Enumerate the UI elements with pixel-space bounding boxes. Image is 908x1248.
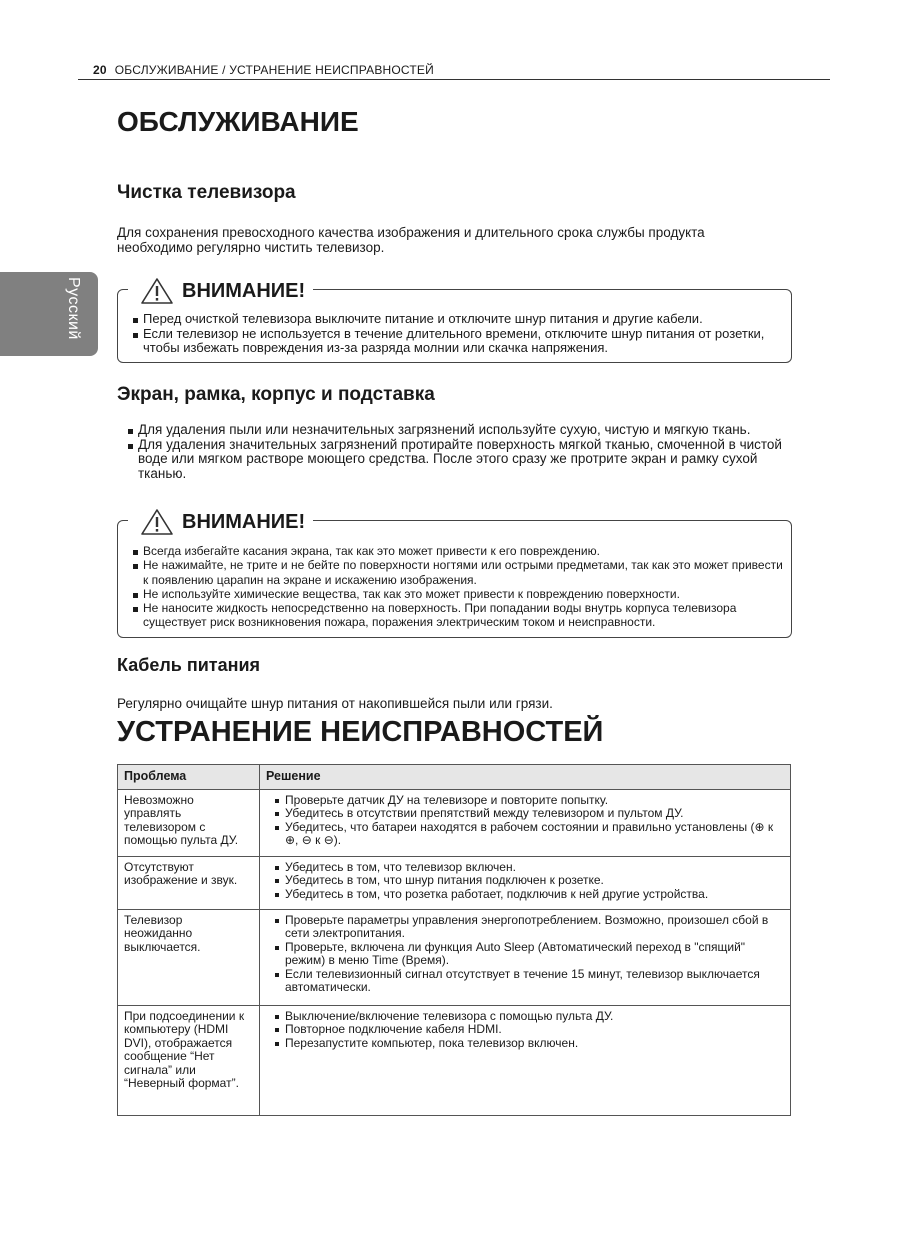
solution-list bbox=[275, 1010, 784, 1051]
list-item: Не наносите жидкость непосредственно на поверхность. При попадании воды внутрь корпуса телевизора существует риск возникновения пожара, поражения электрическим током и неисправности. bbox=[133, 601, 783, 630]
list-item: Повторное подключение кабеля HDMI. bbox=[275, 1023, 784, 1037]
list-item: Убедитесь в том, что розетка работает, подключив к ней другие устройства. bbox=[275, 888, 784, 902]
list-item: Для удаления значительных загрязнений протирайте поверхность мягкой тканью, смоченной в чистой воде или мягком растворе моющего средства. После этого сразу же протрите экран и рамку сухой тканью. bbox=[128, 438, 784, 482]
solution-cell bbox=[260, 909, 791, 1005]
list-item: Убедитесь в том, что телевизор включен. bbox=[275, 861, 784, 875]
problem-cell: Невозможно управлять телевизором с помощью пульта ДУ. bbox=[118, 789, 260, 856]
list-item: Не используйте химические вещества, так как это может привести к повреждению поверхности. bbox=[133, 587, 783, 601]
problem-cell: При подсоединении к компьютеру (HDMI DVI), отображается сообщение “Нет сигнала” или “Неверный формат”. bbox=[118, 1005, 260, 1115]
table-row bbox=[118, 789, 791, 856]
list-item: Проверьте параметры управления энергопотреблением. Возможно, произошел сбой в сети электропитания. bbox=[275, 914, 784, 941]
power-cable-heading: Кабель питания bbox=[117, 655, 261, 675]
caution-title-2 bbox=[128, 507, 313, 537]
cleaning-heading: Чистка телевизора bbox=[117, 182, 296, 203]
list-item: Проверьте датчик ДУ на телевизоре и повторите попытку. bbox=[275, 794, 784, 808]
list-item: Не нажимайте, не трите и не бейте по поверхности ногтями или острыми предметами, так как это может привести к появлению царапин на экране и искажению изображения. bbox=[133, 558, 783, 587]
solution-list bbox=[275, 794, 784, 848]
language-tab-label: Русский bbox=[65, 277, 82, 340]
warning-triangle-icon bbox=[140, 277, 174, 305]
header-rule bbox=[78, 79, 830, 80]
solution-cell bbox=[260, 1005, 791, 1115]
list-item: Перед очисткой телевизора выключите питание и отключите шнур питания и другие кабели. bbox=[133, 312, 783, 327]
list-item: Для удаления пыли или незначительных загрязнений используйте сухую, чистую и мягкую ткань. bbox=[128, 423, 784, 438]
caution-list-1 bbox=[133, 312, 783, 356]
list-item: Перезапустите компьютер, пока телевизор включен. bbox=[275, 1037, 784, 1051]
caution-list-2 bbox=[133, 544, 783, 630]
caution-title-text-1: ВНИМАНИЕ! bbox=[182, 279, 306, 302]
list-item: Проверьте, включена ли функция Auto Sleep (Автоматический переход в "спящий" режим) в меню Time (Время). bbox=[275, 941, 784, 968]
cleaning-intro: Для сохранения превосходного качества изображения и длительного срока службы продукта необходимо регулярно чистить телевизор. bbox=[117, 225, 705, 255]
solution-list bbox=[275, 861, 784, 902]
list-item: Убедитесь в том, что шнур питания подключен к розетке. bbox=[275, 874, 784, 888]
solution-cell bbox=[260, 789, 791, 856]
screen-heading: Экран, рамка, корпус и подставка bbox=[117, 384, 435, 405]
solution-cell bbox=[260, 856, 791, 909]
column-header-solution: Решение bbox=[260, 765, 791, 790]
troubleshooting-title: УСТРАНЕНИЕ НЕИСПРАВНОСТЕЙ bbox=[117, 716, 604, 748]
running-title: ОБСЛУЖИВАНИЕ / УСТРАНЕНИЕ НЕИСПРАВНОСТЕЙ bbox=[114, 63, 434, 77]
page-number: 20 bbox=[93, 63, 107, 77]
screen-list bbox=[128, 423, 784, 481]
caution-title-1 bbox=[128, 276, 313, 306]
table-row bbox=[118, 909, 791, 1005]
list-item: Убедитесь в отсутствии препятствий между телевизором и пультом ДУ. bbox=[275, 807, 784, 821]
language-tab bbox=[0, 272, 98, 356]
table-header-row bbox=[118, 765, 791, 790]
table-row bbox=[118, 856, 791, 909]
table-row bbox=[118, 1005, 791, 1115]
problem-cell: Отсутствуют изображение и звук. bbox=[118, 856, 260, 909]
solution-list bbox=[275, 914, 784, 995]
list-item: Всегда избегайте касания экрана, так как это может привести к его повреждению. bbox=[133, 544, 783, 558]
problem-cell: Телевизор неожиданно выключается. bbox=[118, 909, 260, 1005]
list-item: Выключение/включение телевизора с помощью пульта ДУ. bbox=[275, 1010, 784, 1024]
running-header bbox=[93, 63, 434, 77]
column-header-problem: Проблема bbox=[118, 765, 260, 790]
maintenance-title: ОБСЛУЖИВАНИЕ bbox=[117, 106, 359, 137]
power-cable-text: Регулярно очищайте шнур питания от накопившейся пыли или грязи. bbox=[117, 696, 553, 711]
troubleshooting-table bbox=[117, 764, 791, 1116]
list-item: Если телевизор не используется в течение длительного времени, отключите шнур питания от розетки, чтобы избежать повреждения из-за разряда молнии или скачка напряжения. bbox=[133, 327, 783, 356]
caution-title-text-2: ВНИМАНИЕ! bbox=[182, 510, 306, 533]
list-item: Если телевизионный сигнал отсутствует в течение 15 минут, телевизор выключается автоматически. bbox=[275, 968, 784, 995]
warning-triangle-icon bbox=[140, 508, 174, 536]
list-item: Убедитесь, что батареи находятся в рабочем состоянии и правильно установлены (⊕ к ⊕, ⊖ к ⊖). bbox=[275, 821, 784, 848]
